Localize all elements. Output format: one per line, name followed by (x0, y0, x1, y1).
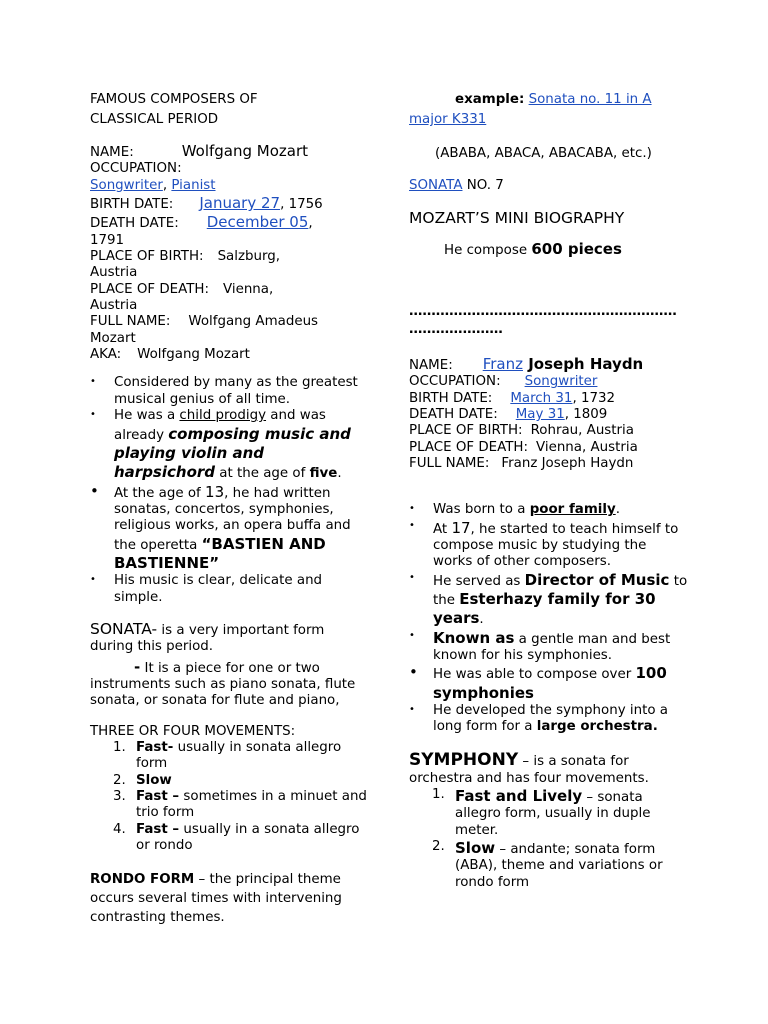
list-item: • At the age of 13, he had written sonatas, concertos, symphonies, religious works, an opera buffa and the operetta “BASTIEN AND BASTIENNE” (90, 483, 368, 574)
haydn-pob-row: PLACE OF BIRTH: Rohrau, Austria (409, 423, 634, 439)
list-item: • He was a child prodigy and was already composing music and playing violin and harpsichord at the age of five. (90, 408, 368, 482)
rondo-pattern: (ABABA, ABACA, ABACABA, etc.) (435, 146, 652, 161)
haydn-name-row: NAME: Franz Joseph Haydn (409, 354, 644, 373)
death-date-link[interactable]: December 05 (206, 213, 309, 232)
list-item: • He served as Director of Music to the Esterhazy family for 30 years. (409, 571, 689, 629)
haydn-occupation-row: OCCUPATION: Songwriter (409, 374, 598, 390)
list-item: 3. Fast – sometimes in a minuet and trio form (113, 789, 367, 821)
symphony-movements-list (409, 787, 689, 891)
mozart-aka-row: AKA: Wolfgang Mozart (90, 347, 250, 363)
left-column (90, 90, 368, 927)
list-item: • Known as a gentle man and best known for his symphonies. (409, 629, 689, 665)
symphony-definition: SYMPHONY – is a sonata for orchestra and has four movements. (409, 749, 649, 786)
songwriter-link[interactable]: Songwriter (90, 177, 163, 193)
list-item: 4. Fast – usually in a sonata allegro or rondo (113, 821, 360, 854)
birth-date-link[interactable]: January 27 (199, 194, 281, 213)
doc-title: FAMOUS COMPOSERS OF CLASSICAL PERIOD (90, 92, 258, 127)
mozart-birth-row: BIRTH DATE: January 27, 1756 (90, 194, 323, 213)
list-item: 1. Fast and Lively – sonata allegro form, usually in duple meter. (432, 786, 651, 838)
pianist-link[interactable]: Pianist (171, 177, 216, 193)
rondo-definition: RONDO FORM – the principal theme occurs several times with intervening contrasting themes. (90, 872, 342, 926)
list-item: • Considered by many as the greatest musical genius of all time. (90, 375, 368, 408)
haydn-facts-list (409, 502, 689, 735)
list-item: 2. Slow – andante; sonata form (ABA), theme and variations or rondo form (432, 838, 663, 890)
mozart-facts-list (90, 375, 368, 605)
haydn-pod-row: PLACE OF DEATH: Vienna, Austria (409, 439, 638, 455)
movements-list (90, 740, 368, 854)
list-item: • His music is clear, delicate and simple. (90, 573, 368, 606)
sonata-example: example: Sonata no. 11 in A major K331 (409, 92, 652, 127)
mozart-name-row: NAME: Wolfgang Mozart (90, 142, 309, 160)
haydn-birth-link[interactable]: March 31 (510, 390, 573, 406)
list-item: • He was able to compose over 100 symphonies (409, 664, 689, 703)
sonata-link[interactable]: SONATA (409, 178, 463, 194)
franz-link[interactable]: Franz (482, 354, 523, 373)
list-item: • He developed the symphony into a long form for a large orchestra. (409, 703, 689, 736)
mozart-occupation-row: Songwriter, Pianist (90, 177, 216, 193)
bio-heading: MOZART’S MINI BIOGRAPHY (409, 208, 625, 227)
dotted-separator: …………………………………………………… ………………… (409, 303, 677, 337)
list-item: 2. Slow (113, 772, 172, 788)
mozart-pod-row: PLACE OF DEATH: Vienna, Austria (90, 281, 274, 314)
sonata-no-7: SONATA NO. 7 (409, 178, 504, 194)
sonata-definition: SONATA- is a very important form during this period. (90, 619, 325, 655)
mozart-death-row: DEATH DATE: December 05, 1791 (90, 213, 313, 248)
sonata-definition-2: - It is a piece for one or two instruments such as piano sonata, flute sonata, or sonata for flute and piano, (90, 657, 356, 709)
haydn-birth-row: BIRTH DATE: March 31, 1732 (409, 390, 616, 406)
mozart-pob-row: PLACE OF BIRTH: Salzburg, Austria (90, 249, 281, 281)
list-item: • Was born to a poor family. (409, 502, 689, 518)
list-item: 1. Fast- usually in sonata allegro form (113, 740, 342, 772)
compose-count: He compose 600 pieces (444, 239, 622, 258)
haydn-death-link[interactable]: May 31 (515, 406, 565, 422)
mozart-fullname-row: FULL NAME: Wolfgang Amadeus Mozart (90, 314, 319, 346)
haydn-fullname-row: FULL NAME: Franz Joseph Haydn (409, 456, 634, 471)
mozart-occupation-label: OCCUPATION: (90, 161, 182, 177)
movements-heading: THREE OR FOUR MOVEMENTS: (90, 723, 296, 739)
haydn-death-row: DEATH DATE: May 31, 1809 (409, 406, 608, 422)
sonata-example-link[interactable]: Sonata no. 11 in A major K331 (409, 92, 652, 127)
right-column (409, 90, 689, 891)
list-item: • At 17, he started to teach himself to compose music by studying the works of other composers. (409, 519, 689, 571)
haydn-songwriter-link[interactable]: Songwriter (524, 374, 598, 390)
